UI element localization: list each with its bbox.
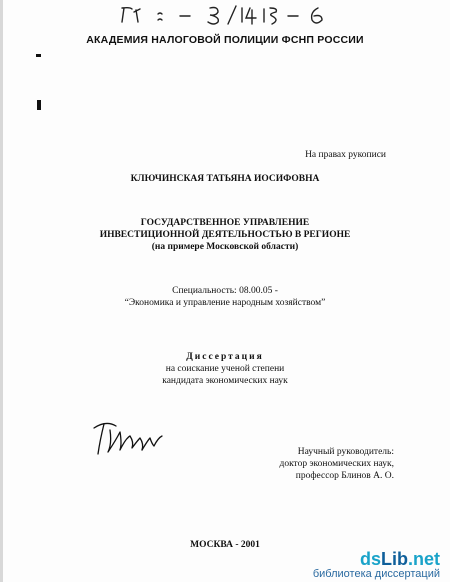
scan-speck <box>36 54 41 57</box>
dissertation-heading: Диссертация <box>186 352 264 362</box>
advisor-line-2: доктор экономических наук, <box>279 459 394 469</box>
dissertation-line-2: кандидата экономических наук <box>162 376 288 386</box>
logo-part-ds: ds <box>359 549 381 569</box>
logo-part-net: .net <box>407 549 440 569</box>
title-line-2: ИНВЕСТИЦИОННОЙ ДЕЯТЕЛЬНОСТЬЮ В РЕГИОНЕ <box>99 230 351 240</box>
advisor-line-3: профессор Блинов А. О. <box>295 471 394 481</box>
advisor-line-1: Научный руководитель: <box>297 447 394 457</box>
specialty-line-1: Специальность: 08.00.05 - <box>172 286 278 296</box>
dslib-logo <box>313 550 440 568</box>
specialty-line-2: “Экономика и управление народным хозяйством” <box>124 298 326 308</box>
logo-part-lib: Lib <box>380 549 408 569</box>
handwritten-signature <box>90 410 170 460</box>
title-subtitle: (на примере Московской области) <box>151 242 299 252</box>
rights-notice: На правах рукописи <box>305 150 386 160</box>
academy-header: АКАДЕМИЯ НАЛОГОВОЙ ПОЛИЦИИ ФСНП РОССИИ <box>86 34 364 46</box>
title-line-1: ГОСУДАРСТВЕННОЕ УПРАВЛЕНИЕ <box>140 218 310 228</box>
dslib-watermark <box>313 550 440 580</box>
scan-speck <box>37 100 41 110</box>
author-name: КЛЮЧИНСКАЯ ТАТЬЯНА ИОСИФОВНА <box>130 174 320 184</box>
dissertation-line-1: на соискание ученой степени <box>165 364 285 374</box>
dslib-subtitle: библиотека диссертаций <box>312 568 440 580</box>
scientific-advisor <box>279 446 394 482</box>
city-year: МОСКВА - 2001 <box>190 540 260 550</box>
handwritten-note-image <box>118 0 358 30</box>
